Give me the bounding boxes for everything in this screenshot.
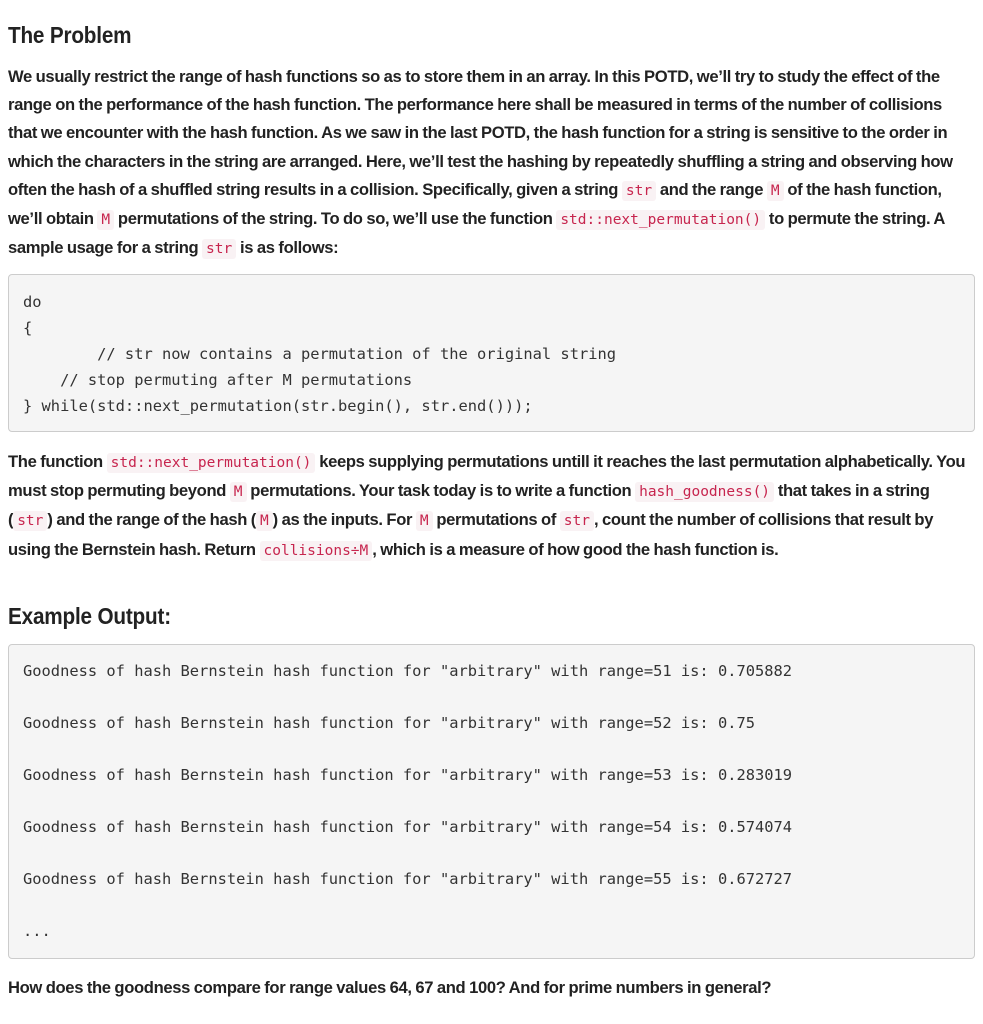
task-text: , which is a measure of how good the hash function is. [372, 539, 779, 559]
task-text: ) as the inputs. For [272, 510, 413, 530]
code-line: // str now contains a permutation of the original string [23, 345, 617, 363]
output-ellipsis: ... [23, 922, 51, 940]
code-line: } while(std::next_permutation(str.begin(), str.end())); [23, 397, 533, 415]
intro-text: to permute the string. A sample usage for a string [8, 209, 945, 258]
question-paragraph: How does the goodness compare for range values 64, 67 and 100? And for prime numbers in general? [8, 978, 772, 997]
task-text: that takes in a string ( [8, 481, 930, 530]
task-text: ) and the range of the hash ( [47, 510, 256, 530]
inline-code-next-permutation: std::next_permutation() [556, 210, 765, 230]
inline-code-collisions-ratio: collisions÷M [260, 541, 373, 561]
inline-code-str: str [622, 181, 656, 201]
code-line: { [23, 319, 33, 337]
intro-text: We usually restrict the range of hash functions so as to store them in an array. In this POTD, we’ll try to study the effect of the range on the performance of the hash function. The performance here shall be measured in terms of the number of collisions that we encounter with the hash function. As we saw in the last POTD, the hash function for a string is sensitive to the order in which the characters in the string are arranged. Here, we’ll test the hashing by repeatedly shuffling a string and observing how often the hash of a shuffled string results in a collision. Specifically, given a string [8, 67, 953, 199]
intro-text: is as follows: [240, 238, 339, 258]
sample-code-block [8, 274, 975, 432]
intro-text: of the hash function, we’ll obtain [8, 179, 942, 229]
example-output-heading: Example Output: [8, 603, 171, 629]
inline-code-m: M [416, 511, 433, 531]
code-line: // stop permuting after M permutations [23, 371, 413, 389]
output-line: Goodness of hash Bernstein hash function for "arbitrary" with range=51 is: 0.705882 [23, 662, 793, 680]
output-line: Goodness of hash Bernstein hash function for "arbitrary" with range=54 is: 0.574074 [23, 818, 793, 836]
code-line: do [23, 293, 42, 311]
example-output-block [8, 644, 975, 959]
task-text: permutations. Your task today is to write a function [250, 481, 632, 501]
output-line: Goodness of hash Bernstein hash function for "arbitrary" with range=52 is: 0.75 [23, 714, 756, 732]
inline-code-str: str [202, 239, 236, 259]
inline-code-next-permutation: std::next_permutation() [107, 453, 316, 473]
output-line: Goodness of hash Bernstein hash function for "arbitrary" with range=53 is: 0.283019 [23, 766, 793, 784]
intro-text: and the range [659, 179, 764, 199]
task-paragraph [8, 448, 970, 565]
inline-code-str: str [560, 511, 594, 531]
task-text: keeps supplying permutations untill it reaches the last permutation alphabetically. You must stop permuting beyond [8, 452, 966, 501]
problem-intro-paragraph [8, 63, 973, 263]
task-text: , count the number of collisions that result by using the Bernstein hash. Return [8, 510, 934, 559]
task-text: The function [8, 452, 103, 471]
problem-heading: The Problem [8, 22, 132, 48]
output-line: Goodness of hash Bernstein hash function for "arbitrary" with range=55 is: 0.672727 [23, 870, 793, 888]
inline-code-str: str [13, 511, 47, 531]
inline-code-m: M [97, 210, 114, 230]
inline-code-hash-goodness: hash_goodness() [635, 482, 774, 502]
intro-text: permutations of the string. To do so, we’ll use the function [117, 209, 553, 229]
task-text: permutations of [436, 510, 557, 530]
inline-code-m: M [767, 181, 784, 201]
inline-code-m: M [230, 482, 247, 502]
inline-code-m: M [256, 511, 273, 531]
